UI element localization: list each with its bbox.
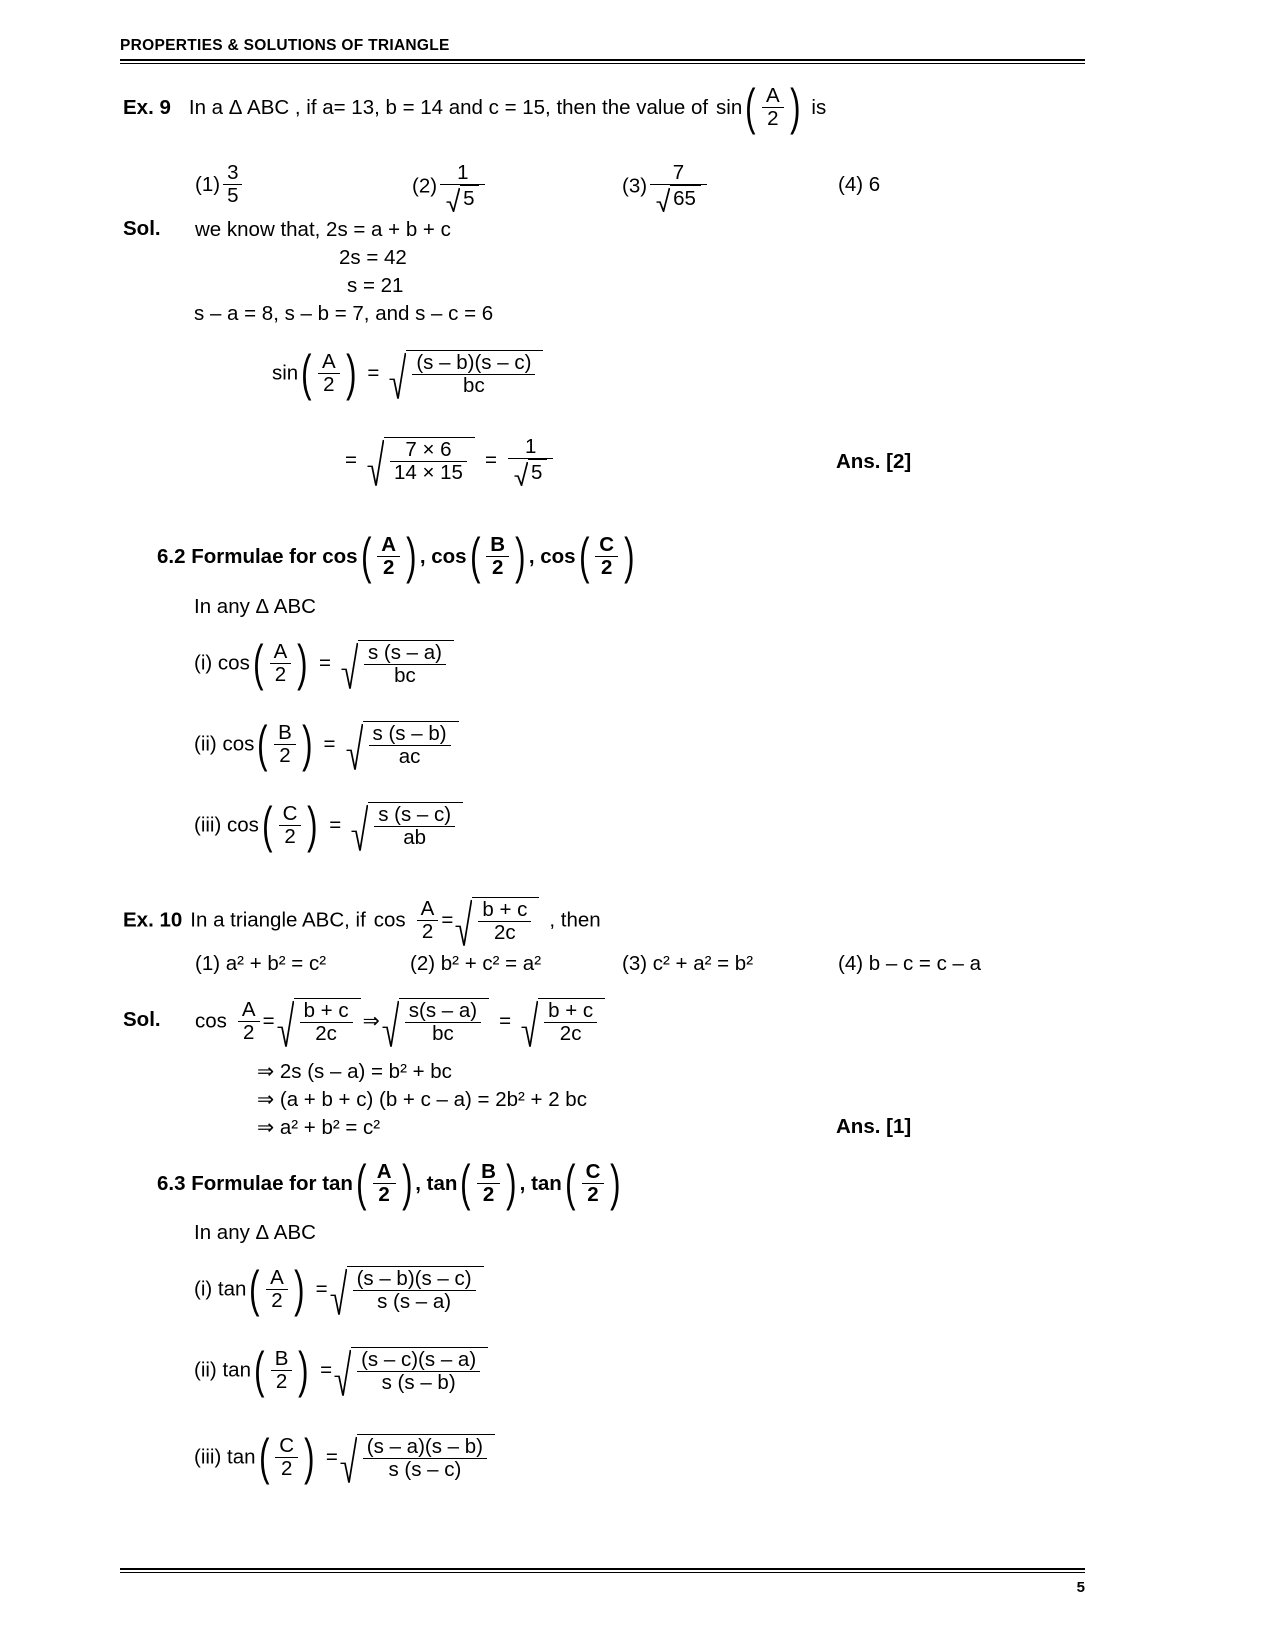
example-10-answer: Ans. [1]	[836, 1115, 912, 1138]
big-paren-group	[353, 1155, 415, 1212]
cos-formula-iii-rad-den: ab	[374, 826, 455, 849]
radical-icon	[330, 1268, 347, 1316]
cos-formula-i-tag: (i)	[194, 651, 213, 675]
example-9-stem-body: Δ ABC , if a= 13, b = 14 and c = 15, then the value of	[228, 96, 709, 120]
tan-formula-iii	[194, 1428, 497, 1485]
big-paren-group	[742, 79, 803, 136]
section-6-3-fn-3: tan	[531, 1172, 562, 1196]
example-9-sol-label: Sol.	[123, 217, 161, 240]
big-paren-group	[562, 1155, 624, 1212]
cos-formula-i-fn: cos	[217, 651, 250, 675]
sin-arg-num: A	[321, 349, 336, 373]
example-10-option-2[interactable]	[410, 951, 541, 977]
option-3-den-radicand: 65	[670, 185, 701, 210]
right-paren-glyph: )	[506, 1155, 517, 1212]
left-paren-glyph: (	[469, 528, 481, 585]
option-2-num: 1	[457, 161, 469, 184]
example-10-option-1-expr: a² + b² = c²	[225, 952, 327, 975]
sin-half-angle-formula	[272, 344, 545, 401]
section-6-2-arg-den: 2	[486, 556, 509, 579]
tan-formula-ii-rad-den: s (s – b)	[357, 1371, 480, 1394]
radical-icon	[446, 187, 460, 212]
header-title: PROPERTIES & SOLUTIONS OF TRIANGLE	[120, 37, 450, 54]
sol10-arg-den: 2	[238, 1021, 260, 1044]
left-paren-glyph: (	[254, 1341, 265, 1398]
big-paren-group	[246, 1260, 307, 1317]
sqrt-symbol	[330, 1266, 484, 1314]
left-paren-glyph: (	[578, 528, 590, 585]
section-6-3-arg-den: 2	[373, 1183, 396, 1206]
right-paren-glyph: )	[294, 1260, 305, 1317]
cos-formula-i-rad-den: bc	[364, 664, 446, 687]
cos-formula-i-den: 2	[270, 663, 292, 686]
sin-evaluation	[345, 437, 556, 485]
sqrt-symbol	[455, 897, 539, 945]
option-4-tag: (4)	[838, 173, 864, 196]
example-9-stem-pre: In a	[188, 96, 224, 120]
left-paren-glyph: (	[249, 1260, 260, 1317]
option-3-tag: (3)	[622, 174, 648, 198]
left-paren-glyph: (	[253, 634, 264, 691]
cos-formula-ii-den: 2	[274, 744, 296, 767]
left-paren-glyph: (	[565, 1155, 576, 1212]
example-9-sol-line-4: s – a = 8, s – b = 7, and s – c = 6	[194, 302, 494, 325]
tan-formula-i-tag: (i)	[194, 1277, 213, 1301]
big-paren-group	[251, 1341, 312, 1398]
big-paren-group	[576, 528, 638, 585]
option-4-value: 6	[868, 173, 881, 196]
big-paren-group	[298, 344, 359, 401]
option-3-num: 7	[672, 161, 685, 184]
sol10-r3-den: 2c	[544, 1022, 597, 1045]
example-10-sol-line-1: ⇒ 2s (s – a) = b² + bc	[257, 1060, 452, 1083]
cos-formula-iii	[194, 796, 465, 853]
section-6-2-title: Formulae for	[191, 545, 317, 569]
example-10-sol-line-2: ⇒ (a + b + c) (b + c – a) = 2b² + 2 bc	[257, 1088, 587, 1111]
equals-sign: =	[325, 1445, 338, 1469]
cos-formula-iii-tag: (iii)	[194, 813, 222, 837]
section-6-2-arg-a: A	[381, 533, 397, 556]
header-divider	[120, 59, 1085, 64]
tan-formula-ii-tag: (ii)	[194, 1358, 217, 1382]
sqrt-symbol	[346, 721, 459, 769]
equals-sign: =	[345, 448, 357, 472]
radical-icon	[455, 899, 472, 947]
example-10-stem-pre: In a triangle ABC, if	[190, 908, 366, 932]
equals-sign: =	[441, 908, 454, 932]
left-paren-glyph: (	[745, 79, 756, 136]
right-paren-glyph: )	[789, 79, 801, 136]
sqrt-symbol	[334, 1347, 488, 1395]
sol10-arg-num: A	[241, 997, 256, 1021]
option-1-num: 3	[227, 161, 239, 184]
left-paren-glyph: (	[301, 344, 312, 401]
cos-formula-ii-rad-num: s (s – b)	[372, 722, 447, 745]
radical-icon	[334, 1349, 351, 1397]
example-10-arg-num: A	[420, 896, 435, 920]
eval-rad-num: 7 × 6	[405, 438, 452, 461]
radical-icon	[521, 1000, 538, 1048]
option-3[interactable]	[622, 163, 710, 211]
cos-formula-ii	[194, 715, 461, 772]
radical-icon	[514, 461, 528, 486]
option-2[interactable]	[412, 163, 488, 211]
cos-formula-iii-fn: cos	[227, 813, 259, 837]
big-paren-group	[254, 715, 315, 772]
sol10-fn: cos	[195, 1009, 227, 1033]
cos-formula-iii-num: C	[282, 801, 298, 825]
section-6-2-heading: 6.2 Formulae for cos( $\frac{A}{2}$ ) , cos( $\frac{B}{2}$ ) , cos( $\frac{C}{2}$ )	[157, 535, 638, 580]
example-9-arg-num: A	[766, 84, 780, 107]
section-6-3-arg-b: B	[481, 1160, 496, 1183]
radical-icon	[367, 439, 384, 487]
sol10-r2-den: bc	[405, 1022, 481, 1045]
radical-icon	[341, 642, 358, 690]
section-6-3-number: 6.3	[157, 1172, 186, 1196]
cos-formula-ii-num: B	[278, 720, 292, 744]
tan-formula-i-num: A	[270, 1265, 284, 1289]
tan-formula-i	[194, 1260, 486, 1317]
sqrt-symbol	[382, 998, 489, 1046]
example-10-option-3-expr: c² + a² = b²	[652, 952, 754, 975]
section-6-3-arg-den: 2	[477, 1183, 500, 1206]
radical-icon	[346, 723, 363, 771]
example-10-option-1-tag: (1)	[195, 952, 221, 975]
example-9-sol-line-1: we know that, 2s = a + b + c	[195, 218, 451, 241]
example-10-rad-num: b + c	[482, 898, 528, 921]
equals-sign: =	[315, 1277, 328, 1301]
example-10-stem-fn: cos	[373, 908, 406, 932]
section-6-3-arg-c: C	[585, 1160, 601, 1183]
option-1[interactable]	[195, 163, 245, 208]
section-6-3-fn-2: tan	[426, 1172, 458, 1196]
left-paren-glyph: (	[262, 796, 273, 853]
tan-formula-iii-rad-den: s (s – c)	[363, 1458, 487, 1481]
right-paren-glyph: )	[624, 528, 635, 585]
sqrt-symbol	[446, 185, 479, 210]
equals-sign: =	[320, 1358, 333, 1382]
right-paren-glyph: )	[610, 1155, 621, 1212]
example-10-sol-line-3: ⇒ a² + b² = c²	[257, 1116, 381, 1139]
example-10-stem	[123, 897, 601, 945]
sin-rad-den: bc	[412, 374, 535, 397]
option-4[interactable]	[838, 172, 880, 198]
tan-formula-i-rad-den: s (s – a)	[353, 1290, 476, 1313]
section-6-3-arg-den: 2	[582, 1183, 605, 1206]
sqrt-symbol	[521, 998, 605, 1046]
tan-formula-iii-num: C	[279, 1433, 295, 1457]
page-header	[120, 36, 1085, 64]
page-footer	[120, 1568, 1085, 1596]
example-10-rad-den: 2c	[478, 921, 531, 944]
big-paren-group	[467, 528, 529, 585]
right-paren-glyph: )	[297, 634, 308, 691]
left-paren-glyph: (	[360, 528, 372, 585]
example-10-option-4-tag: (4)	[838, 952, 864, 975]
right-paren-glyph: )	[515, 528, 526, 585]
eval-result-num: 1	[524, 435, 537, 458]
sqrt-symbol	[367, 437, 475, 485]
example-10-option-1[interactable]	[195, 951, 326, 977]
big-paren-group	[250, 634, 311, 691]
right-paren-glyph: )	[307, 796, 319, 853]
cos-formula-iii-den: 2	[279, 825, 302, 848]
left-paren-glyph: (	[356, 1155, 367, 1212]
example-10-option-4[interactable]	[838, 951, 981, 977]
sol10-r3-num: b + c	[548, 999, 594, 1022]
section-6-3-arg-a: A	[376, 1160, 392, 1183]
example-10-stem-post: , then	[549, 908, 601, 932]
example-9-stem-post: is	[811, 96, 827, 120]
section-6-2-fn-2: cos	[431, 545, 467, 569]
section-6-2-arg-b: B	[490, 533, 506, 556]
example-10-option-4-expr: b – c = c – a	[868, 952, 982, 975]
cos-formula-i-rad-num: s (s – a)	[367, 641, 443, 664]
tan-formula-iii-tag: (iii)	[194, 1445, 222, 1469]
eval-result-den-radicand: 5	[528, 459, 547, 484]
option-2-den-radicand: 5	[460, 185, 479, 210]
section-6-2-fn-3: cos	[540, 545, 576, 569]
example-10-label: Ex. 10	[123, 908, 183, 932]
tan-formula-iii-rad-num: (s – a)(s – b)	[366, 1435, 483, 1458]
cos-formula-iii-rad-num: s (s – c)	[378, 803, 452, 826]
left-paren-glyph: (	[460, 1155, 471, 1212]
right-paren-glyph: )	[304, 1428, 315, 1485]
tan-formula-i-fn: tan	[217, 1277, 247, 1301]
option-1-tag: (1)	[195, 173, 221, 197]
section-6-2-arg-den: 2	[595, 556, 618, 579]
implies-arrow: ⇒	[362, 1009, 380, 1033]
section-6-3-fn: tan	[322, 1172, 353, 1196]
right-paren-glyph: )	[298, 1341, 309, 1398]
option-1-den: 5	[223, 184, 242, 207]
equals-sign: =	[262, 1009, 275, 1033]
footer-divider	[120, 1568, 1085, 1573]
section-6-2-arg-c: C	[599, 533, 615, 556]
tan-formula-i-den: 2	[266, 1289, 288, 1312]
tan-formula-i-rad-num: (s – b)(s – c)	[356, 1267, 472, 1290]
example-10-option-2-expr: b² + c² = a²	[440, 952, 542, 975]
equals-sign: =	[318, 651, 331, 675]
example-10-option-2-tag: (2)	[410, 952, 436, 975]
sin-fn-label: sin	[272, 361, 299, 385]
section-6-2-number: 6.2	[157, 545, 186, 569]
equals-sign: =	[484, 448, 497, 472]
tan-formula-ii-fn: tan	[222, 1358, 251, 1382]
example-10-option-3-tag: (3)	[622, 952, 648, 975]
section-6-3-title: Formulae for	[191, 1172, 317, 1196]
sol10-r2-num: s(s – a)	[408, 999, 478, 1022]
cos-formula-i-num: A	[273, 639, 288, 663]
example-9-sol-line-2: 2s = 42	[339, 246, 407, 269]
cos-formula-i	[194, 634, 456, 691]
cos-formula-ii-tag: (ii)	[194, 732, 217, 756]
radical-icon	[340, 1436, 357, 1484]
right-paren-glyph: )	[406, 528, 417, 585]
radical-icon	[389, 352, 406, 400]
sqrt-symbol	[514, 459, 547, 484]
section-6-2-intro: In any Δ ABC	[194, 595, 316, 618]
sol10-r1-num: b + c	[303, 999, 349, 1022]
big-paren-group	[358, 528, 420, 585]
cos-formula-ii-fn: cos	[222, 732, 255, 756]
eval-rad-den: 14 × 15	[390, 461, 467, 484]
sqrt-symbol	[341, 640, 454, 688]
example-9-label: Ex. 9	[123, 96, 171, 120]
equals-sign: =	[323, 732, 336, 756]
equals-sign: =	[329, 813, 342, 837]
sqrt-symbol	[340, 1434, 495, 1482]
example-10-arg-den: 2	[417, 920, 439, 943]
tan-formula-iii-fn: tan	[227, 1445, 256, 1469]
example-10-option-3[interactable]	[622, 951, 753, 977]
radical-icon	[656, 187, 670, 212]
right-paren-glyph: )	[301, 715, 313, 772]
sin-rad-num: (s – b)(s – c)	[416, 351, 532, 374]
sqrt-symbol	[351, 802, 463, 850]
radical-icon	[277, 1000, 294, 1048]
tan-formula-ii-den: 2	[271, 1370, 293, 1393]
equals-sign: =	[499, 1009, 512, 1033]
right-paren-glyph: )	[401, 1155, 413, 1212]
example-10-sol-label: Sol.	[123, 1008, 161, 1031]
example-9-stem-fn: sin	[716, 96, 743, 120]
cos-formula-ii-rad-den: ac	[369, 745, 451, 768]
tan-formula-ii	[194, 1341, 490, 1398]
example-9-arg-den: 2	[762, 107, 784, 130]
example-9-sol-line-3: s = 21	[347, 274, 404, 297]
page-number: 5	[1076, 1579, 1085, 1596]
tan-formula-iii-den: 2	[275, 1457, 298, 1480]
sqrt-symbol	[656, 185, 701, 210]
big-paren-group	[256, 1428, 318, 1485]
section-6-3-intro: In any Δ ABC	[194, 1221, 316, 1244]
section-6-3-heading: 6.3 Formulae for tan( $\frac{A}{2}$ ) , tan( $\frac{B}{2}$ ) , tan( $\frac{C}{2}$ )	[157, 1162, 624, 1207]
sqrt-symbol	[277, 998, 361, 1046]
sqrt-symbol	[389, 350, 543, 398]
section-6-2-arg-den: 2	[377, 556, 400, 579]
equals-sign: =	[367, 361, 380, 385]
big-paren-group	[457, 1155, 519, 1212]
right-paren-glyph: )	[345, 344, 357, 401]
example-9-answer: Ans. [2]	[836, 450, 912, 473]
radical-icon	[351, 804, 368, 852]
example-9-stem	[123, 79, 827, 136]
radical-icon	[382, 1000, 399, 1048]
sol10-r1-den: 2c	[300, 1022, 353, 1045]
section-6-2-fn: cos	[322, 545, 358, 569]
tan-formula-ii-num: B	[274, 1346, 289, 1370]
left-paren-glyph: (	[258, 1428, 270, 1485]
sin-arg-den: 2	[318, 373, 340, 396]
option-2-tag: (2)	[412, 174, 438, 198]
left-paren-glyph: (	[257, 715, 268, 772]
tan-formula-ii-rad-num: (s – c)(s – a)	[361, 1348, 477, 1371]
example-10-sol-chain	[195, 998, 607, 1046]
big-paren-group	[259, 796, 321, 853]
